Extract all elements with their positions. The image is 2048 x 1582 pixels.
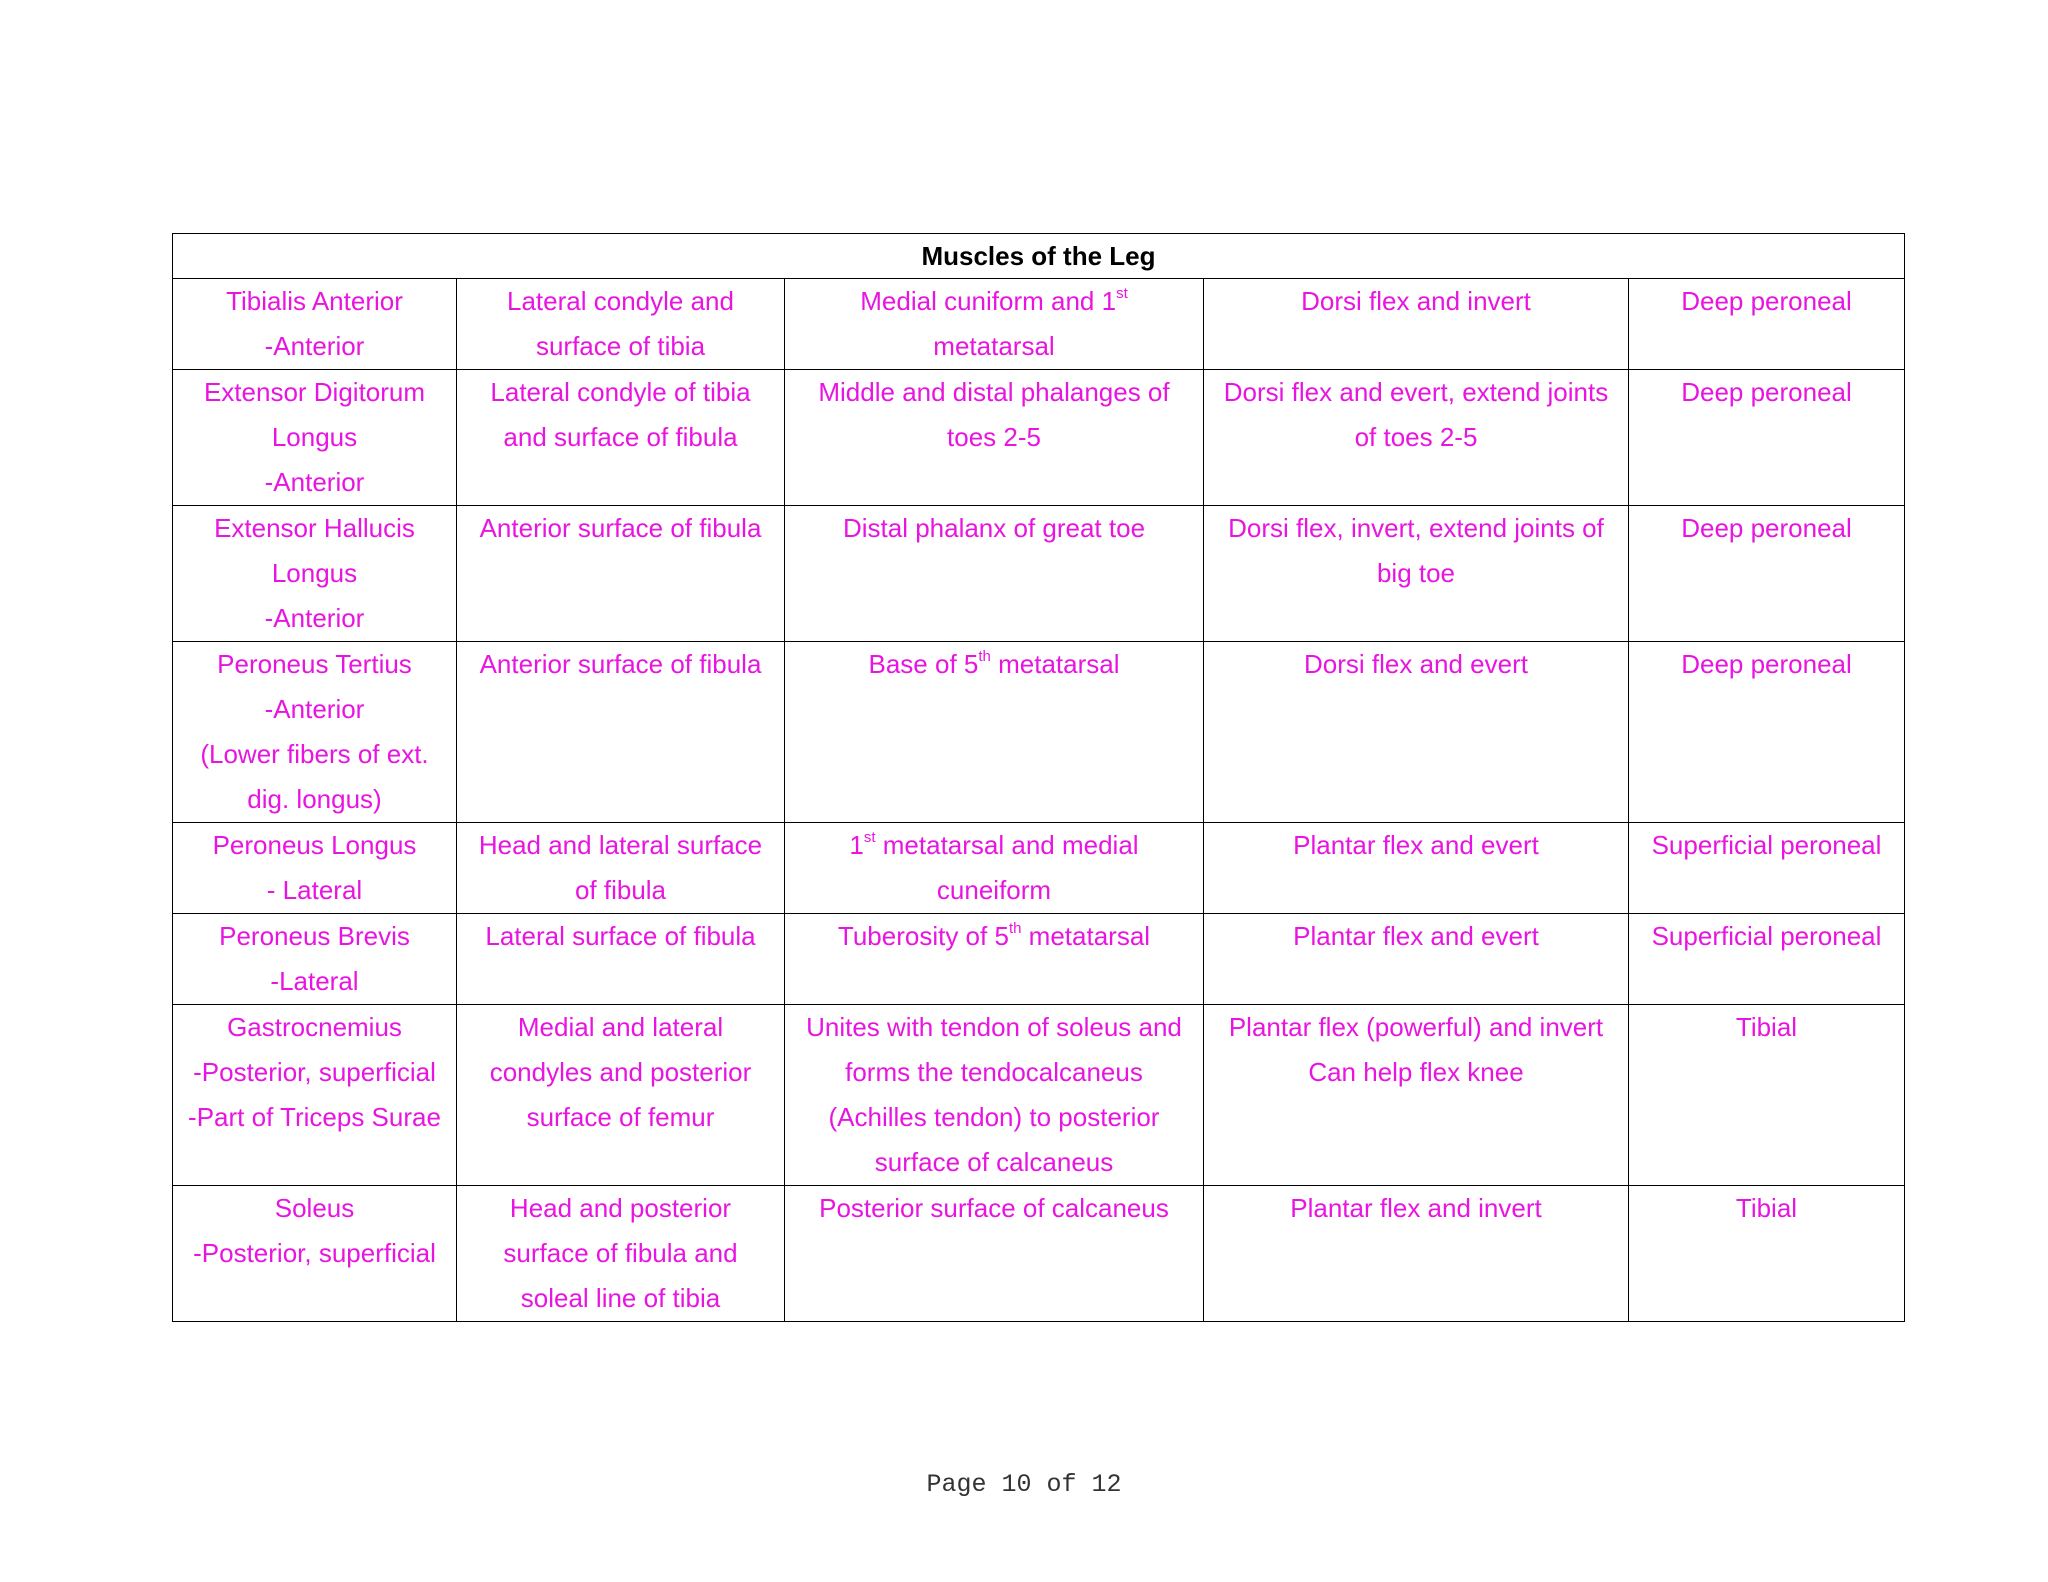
cell-text: Medial cuniform and 1 <box>860 286 1117 316</box>
cell-line: Tibial <box>1735 1193 1798 1223</box>
action-cell <box>1204 642 1629 823</box>
cell-line: Medial and lateral <box>517 1012 724 1042</box>
ordinal-superscript: st <box>863 829 876 846</box>
cell-line: condyles and posterior <box>489 1057 752 1087</box>
cell-text: metatarsal <box>1021 921 1151 951</box>
cell-line: - Lateral <box>266 875 363 905</box>
cell-text: metatarsal <box>933 331 1055 361</box>
muscle-cell <box>173 506 457 642</box>
nerve-cell <box>1629 823 1905 914</box>
muscle-cell <box>173 823 457 914</box>
cell-line: -Anterior <box>264 694 365 724</box>
cell-line: Anterior surface of fibula <box>479 649 762 679</box>
action-cell <box>1204 370 1629 506</box>
nerve-cell <box>1629 1186 1905 1322</box>
action-cell <box>1204 279 1629 370</box>
nerve-cell <box>1629 642 1905 823</box>
cell-line: Can help flex knee <box>1308 1057 1524 1087</box>
cell-text: (Achilles tendon) to posterior <box>828 1102 1160 1132</box>
muscle-cell <box>173 642 457 823</box>
table-row <box>173 1005 1905 1186</box>
muscle-cell <box>173 1005 457 1186</box>
insertion-cell <box>785 1186 1204 1322</box>
insertion-cell <box>785 914 1204 1005</box>
table-title: Muscles of the Leg <box>173 234 1905 279</box>
cell-line: Extensor Digitorum <box>203 377 426 407</box>
cell-line: -Anterior <box>264 603 365 633</box>
cell-line: Soleus <box>274 1193 355 1223</box>
muscle-cell <box>173 279 457 370</box>
ordinal-superscript: th <box>978 648 991 665</box>
origin-cell <box>457 1005 785 1186</box>
action-cell <box>1204 1005 1629 1186</box>
cell-text: metatarsal <box>990 649 1120 679</box>
cell-line: Lateral surface of fibula <box>485 921 756 951</box>
cell-text: cuneiform <box>936 875 1052 905</box>
muscle-cell <box>173 370 457 506</box>
cell-line: Tibialis Anterior <box>226 286 403 316</box>
cell-line: -Anterior <box>264 467 365 497</box>
cell-line <box>789 415 1199 460</box>
action-cell <box>1204 914 1629 1005</box>
cell-line <box>789 370 1199 415</box>
cell-line <box>789 914 1199 959</box>
origin-cell <box>457 914 785 1005</box>
insertion-cell <box>785 370 1204 506</box>
insertion-cell <box>785 506 1204 642</box>
cell-text: 1 <box>849 830 864 860</box>
cell-line <box>789 279 1199 324</box>
origin-cell <box>457 370 785 506</box>
cell-text: Unites with tendon of soleus and <box>806 1012 1182 1042</box>
action-cell <box>1204 506 1629 642</box>
ordinal-superscript: th <box>1008 920 1022 937</box>
cell-line: Plantar flex and invert <box>1290 1193 1542 1223</box>
origin-cell <box>457 1186 785 1322</box>
cell-line <box>789 868 1199 913</box>
cell-line <box>789 1186 1199 1231</box>
cell-line: Deep peroneal <box>1681 649 1852 679</box>
cell-line: dig. longus) <box>247 784 382 814</box>
nerve-cell <box>1629 279 1905 370</box>
table-title-row <box>173 234 1905 279</box>
cell-line: Extensor Hallucis <box>214 513 415 543</box>
insertion-cell <box>785 279 1204 370</box>
cell-text: toes 2-5 <box>947 422 1041 452</box>
cell-line: Dorsi flex and evert, extend joints <box>1223 377 1609 407</box>
insertion-cell <box>785 642 1204 823</box>
action-cell <box>1204 1186 1629 1322</box>
cell-line: Gastrocnemius <box>227 1012 402 1042</box>
muscles-table <box>172 233 1905 1322</box>
cell-line: Dorsi flex and evert <box>1304 649 1528 679</box>
cell-line: -Part of Triceps Surae <box>188 1102 441 1132</box>
cell-text: Middle and distal phalanges of <box>818 377 1170 407</box>
cell-line <box>789 1005 1199 1050</box>
cell-line: of fibula <box>574 875 667 905</box>
cell-line <box>789 823 1199 868</box>
cell-line: Lateral condyle of tibia <box>490 377 751 407</box>
cell-line: -Posterior, superficial <box>193 1238 436 1268</box>
table-row <box>173 823 1905 914</box>
cell-text: Distal phalanx of great toe <box>842 513 1146 543</box>
cell-text: Posterior surface of calcaneus <box>819 1193 1169 1223</box>
cell-line: Dorsi flex and invert <box>1301 286 1531 316</box>
cell-line: -Lateral <box>270 966 359 996</box>
cell-line: Peroneus Brevis <box>219 921 410 951</box>
action-cell <box>1204 823 1629 914</box>
nerve-cell <box>1629 914 1905 1005</box>
cell-line: Head and lateral surface <box>478 830 763 860</box>
table-row <box>173 1186 1905 1322</box>
cell-line: surface of femur <box>526 1102 715 1132</box>
cell-line: Deep peroneal <box>1681 513 1852 543</box>
table-row <box>173 642 1905 823</box>
cell-text: forms the tendocalcaneus <box>845 1057 1143 1087</box>
cell-line: Plantar flex and evert <box>1293 921 1539 951</box>
cell-line: big toe <box>1376 558 1456 588</box>
insertion-cell <box>785 1005 1204 1186</box>
cell-line: Longus <box>271 422 358 452</box>
cell-line: surface of fibula and <box>503 1238 738 1268</box>
cell-line: Plantar flex (powerful) and invert <box>1228 1012 1604 1042</box>
table-body <box>173 279 1905 1322</box>
cell-line: Head and posterior <box>509 1193 732 1223</box>
nerve-cell <box>1629 370 1905 506</box>
cell-text: surface of calcaneus <box>874 1147 1114 1177</box>
cell-line: Deep peroneal <box>1681 286 1852 316</box>
cell-line: -Posterior, superficial <box>193 1057 436 1087</box>
cell-line: Superficial peroneal <box>1651 921 1882 951</box>
cell-line: soleal line of tibia <box>520 1283 721 1313</box>
cell-text: metatarsal and medial <box>875 830 1139 860</box>
cell-line: Peroneus Tertius <box>217 649 412 679</box>
table-row <box>173 279 1905 370</box>
cell-line <box>789 1095 1199 1140</box>
table-row <box>173 506 1905 642</box>
cell-line: Longus <box>271 558 358 588</box>
origin-cell <box>457 506 785 642</box>
cell-line: surface of tibia <box>535 331 706 361</box>
cell-line: Plantar flex and evert <box>1293 830 1539 860</box>
cell-text: Tuberosity of 5 <box>837 921 1009 951</box>
origin-cell <box>457 823 785 914</box>
cell-line: Dorsi flex, invert, extend joints of <box>1228 513 1604 543</box>
cell-line <box>789 506 1199 551</box>
cell-line: Peroneus Longus <box>212 830 417 860</box>
cell-line: -Anterior <box>264 331 365 361</box>
table-row <box>173 914 1905 1005</box>
cell-line: (Lower fibers of ext. <box>200 739 429 769</box>
ordinal-superscript: st <box>1116 285 1128 302</box>
cell-line: Deep peroneal <box>1681 377 1852 407</box>
cell-line: and surface of fibula <box>503 422 738 452</box>
origin-cell <box>457 279 785 370</box>
cell-line <box>789 642 1199 687</box>
origin-cell <box>457 642 785 823</box>
nerve-cell <box>1629 1005 1905 1186</box>
cell-line: Superficial peroneal <box>1651 830 1882 860</box>
page-footer: Page 10 of 12 <box>926 1470 1122 1499</box>
insertion-cell <box>785 823 1204 914</box>
cell-line: Tibial <box>1735 1012 1798 1042</box>
cell-line <box>789 1050 1199 1095</box>
cell-line <box>789 1140 1199 1185</box>
cell-line: Anterior surface of fibula <box>479 513 762 543</box>
table-row <box>173 370 1905 506</box>
muscle-cell <box>173 914 457 1005</box>
cell-line <box>789 324 1199 369</box>
cell-text: Base of 5 <box>868 649 979 679</box>
muscle-cell <box>173 1186 457 1322</box>
cell-line: Lateral condyle and <box>507 286 734 316</box>
cell-line: of toes 2-5 <box>1354 422 1478 452</box>
nerve-cell <box>1629 506 1905 642</box>
